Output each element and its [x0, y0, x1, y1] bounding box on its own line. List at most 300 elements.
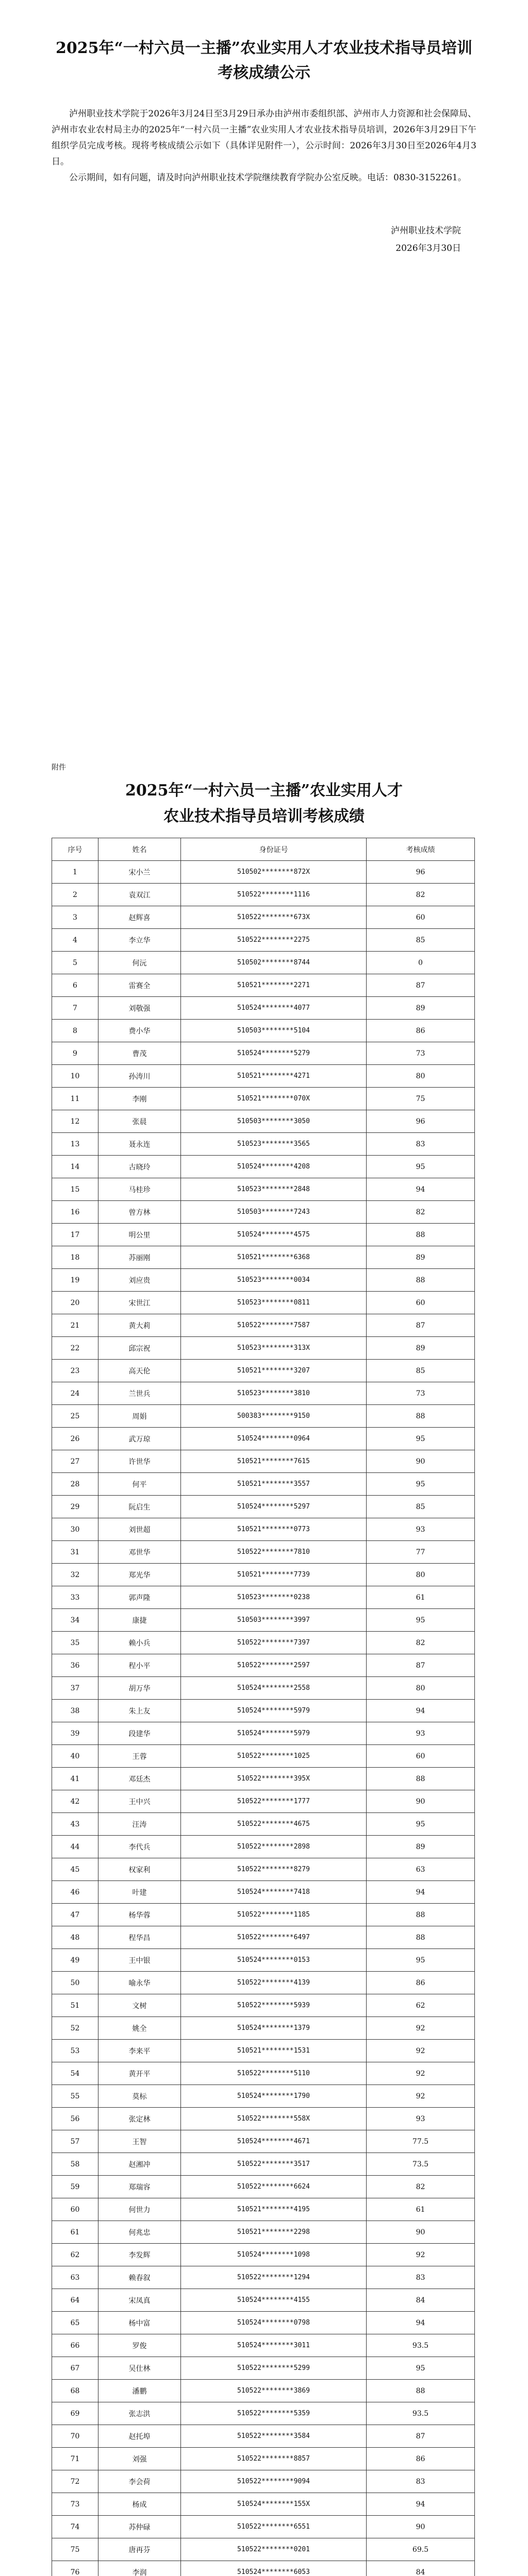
notice-section: [0, 0, 528, 762]
table-row: [52, 1405, 475, 1428]
cell-id: 510522********4675: [181, 1813, 367, 1836]
cell-no: 43: [52, 1813, 98, 1836]
header-no: 序号: [52, 838, 98, 861]
cell-no: 34: [52, 1609, 98, 1632]
table-row: [52, 1428, 475, 1450]
cell-id: 510523********3565: [181, 1133, 367, 1156]
cell-score: 86: [367, 2448, 475, 2470]
cell-id: 510524********3011: [181, 2334, 367, 2357]
cell-name: 王中兴: [98, 1790, 181, 1813]
cell-no: 5: [52, 952, 98, 974]
cell-score: 95: [367, 1949, 475, 1972]
cell-id: 510522********4139: [181, 1972, 367, 1994]
cell-name: 高天伦: [98, 1360, 181, 1382]
table-row: [52, 2493, 475, 2516]
cell-id: 510522********5359: [181, 2402, 367, 2425]
cell-name: 刘强: [98, 2448, 181, 2470]
cell-id: 510522********2275: [181, 929, 367, 952]
table-row: [52, 2470, 475, 2493]
table-row: [52, 2176, 475, 2198]
table-row: [52, 2357, 475, 2380]
cell-no: 65: [52, 2312, 98, 2334]
header-name: 姓名: [98, 838, 181, 861]
cell-no: 12: [52, 1110, 98, 1133]
cell-name: 曾方林: [98, 1201, 181, 1224]
table-row: [52, 2402, 475, 2425]
cell-score: 0: [367, 952, 475, 974]
cell-name: 李会荷: [98, 2470, 181, 2493]
cell-id: 510522********6497: [181, 1926, 367, 1949]
table-row: [52, 2130, 475, 2153]
table-row: [52, 1133, 475, 1156]
cell-name: 阮启生: [98, 1496, 181, 1518]
cell-id: 510521********7739: [181, 1564, 367, 1586]
cell-name: 何世力: [98, 2198, 181, 2221]
cell-no: 4: [52, 929, 98, 952]
cell-no: 17: [52, 1224, 98, 1246]
table-row: [52, 2108, 475, 2130]
cell-score: 88: [367, 1405, 475, 1428]
cell-no: 19: [52, 1269, 98, 1292]
table-row: [52, 1541, 475, 1564]
cell-no: 52: [52, 2017, 98, 2040]
cell-score: 92: [367, 2017, 475, 2040]
table-row: [52, 997, 475, 1020]
cell-score: 85: [367, 929, 475, 952]
attachment-title: [52, 778, 476, 829]
cell-score: 86: [367, 1020, 475, 1042]
cell-no: 35: [52, 1632, 98, 1654]
cell-no: 22: [52, 1337, 98, 1360]
table-row: [52, 1994, 475, 2017]
cell-no: 29: [52, 1496, 98, 1518]
table-row: [52, 1881, 475, 1904]
cell-no: 73: [52, 2493, 98, 2516]
cell-name: 宋世江: [98, 1292, 181, 1314]
cell-no: 75: [52, 2538, 98, 2561]
cell-name: 刘世超: [98, 1518, 181, 1541]
cell-name: 马桂珍: [98, 1178, 181, 1201]
cell-id: 510524********7418: [181, 1881, 367, 1904]
table-row: [52, 1632, 475, 1654]
cell-no: 71: [52, 2448, 98, 2470]
cell-score: 88: [367, 1926, 475, 1949]
table-row: [52, 906, 475, 929]
cell-name: 李润: [98, 2561, 181, 2576]
attachment-section: [0, 762, 528, 2576]
cell-id: 510503********3997: [181, 1609, 367, 1632]
cell-no: 26: [52, 1428, 98, 1450]
table-row: [52, 974, 475, 997]
cell-no: 66: [52, 2334, 98, 2357]
cell-name: 许世华: [98, 1450, 181, 1473]
cell-id: 510521********2298: [181, 2221, 367, 2244]
cell-id: 510524********5979: [181, 1700, 367, 1722]
cell-name: 李代兵: [98, 1836, 181, 1858]
cell-id: 510522********5299: [181, 2357, 367, 2380]
cell-no: 9: [52, 1042, 98, 1065]
cell-score: 80: [367, 1065, 475, 1088]
cell-id: 510503********7243: [181, 1201, 367, 1224]
cell-id: 510503********5104: [181, 1020, 367, 1042]
cell-no: 18: [52, 1246, 98, 1269]
cell-score: 73.5: [367, 2153, 475, 2176]
notice-paragraph: 公示期间，如有问题，请及时向泸州职业技术学院继续教育学院办公室反映。电话：0830-3152261。: [69, 173, 467, 183]
cell-no: 13: [52, 1133, 98, 1156]
cell-id: 510522********1116: [181, 884, 367, 906]
cell-score: 95: [367, 1609, 475, 1632]
cell-id: 510522********7587: [181, 1314, 367, 1337]
header-score: 考核成绩: [367, 838, 475, 861]
table-row: [52, 1042, 475, 1065]
table-row: [52, 2153, 475, 2176]
cell-id: 510523********3810: [181, 1382, 367, 1405]
cell-no: 53: [52, 2040, 98, 2062]
cell-id: 510521********1531: [181, 2040, 367, 2062]
cell-no: 76: [52, 2561, 98, 2576]
cell-id: 510524********5297: [181, 1496, 367, 1518]
cell-id: 510521********3207: [181, 1360, 367, 1382]
cell-no: 21: [52, 1314, 98, 1337]
cell-id: 510522********6624: [181, 2176, 367, 2198]
cell-name: 张晨: [98, 1110, 181, 1133]
table-row: [52, 1564, 475, 1586]
table-row: [52, 861, 475, 884]
notice-signature: 泸州职业技术学院: [391, 226, 461, 236]
cell-no: 3: [52, 906, 98, 929]
attachment-title-line-1: 2025年“一村六员一主播”农业实用人才: [125, 782, 403, 800]
cell-name: 赵辉喜: [98, 906, 181, 929]
cell-name: 邓廷杰: [98, 1768, 181, 1790]
table-row: [52, 1518, 475, 1541]
table-row: [52, 1314, 475, 1337]
cell-no: 11: [52, 1088, 98, 1110]
table-row: [52, 1700, 475, 1722]
cell-id: 510523********0238: [181, 1586, 367, 1609]
cell-id: 510521********3557: [181, 1473, 367, 1496]
cell-no: 50: [52, 1972, 98, 1994]
cell-score: 87: [367, 2425, 475, 2448]
cell-name: 段建华: [98, 1722, 181, 1745]
cell-id: 510522********8279: [181, 1858, 367, 1881]
cell-name: 何沅: [98, 952, 181, 974]
cell-name: 文树: [98, 1994, 181, 2017]
table-row: [52, 1224, 475, 1246]
cell-name: 吴仕林: [98, 2357, 181, 2380]
table-row: [52, 1813, 475, 1836]
cell-score: 84: [367, 2561, 475, 2576]
cell-name: 张志洪: [98, 2402, 181, 2425]
cell-id: 510521********7615: [181, 1450, 367, 1473]
table-row: [52, 1178, 475, 1201]
cell-name: 明公里: [98, 1224, 181, 1246]
cell-id: 510524********1098: [181, 2244, 367, 2266]
cell-name: 孙涛川: [98, 1065, 181, 1088]
cell-name: 宋凤真: [98, 2289, 181, 2312]
notice-date: 2026年3月30日: [395, 243, 461, 253]
table-row: [52, 2244, 475, 2266]
cell-score: 85: [367, 1360, 475, 1382]
cell-name: 康捷: [98, 1609, 181, 1632]
table-row: [52, 2040, 475, 2062]
cell-no: 32: [52, 1564, 98, 1586]
cell-id: 510523********313X: [181, 1337, 367, 1360]
cell-no: 48: [52, 1926, 98, 1949]
cell-score: 60: [367, 906, 475, 929]
cell-id: 510524********0964: [181, 1428, 367, 1450]
cell-score: 93.5: [367, 2334, 475, 2357]
cell-no: 15: [52, 1178, 98, 1201]
table-row: [52, 1292, 475, 1314]
cell-score: 92: [367, 2040, 475, 2062]
cell-name: 程华昌: [98, 1926, 181, 1949]
cell-name: 武万琼: [98, 1428, 181, 1450]
cell-no: 37: [52, 1677, 98, 1700]
cell-score: 95: [367, 1156, 475, 1178]
table-row: [52, 2425, 475, 2448]
cell-score: 92: [367, 2244, 475, 2266]
cell-score: 61: [367, 1586, 475, 1609]
table-row: [52, 1156, 475, 1178]
cell-id: 510524********4575: [181, 1224, 367, 1246]
cell-id: 510522********558X: [181, 2108, 367, 2130]
table-header-row: [52, 838, 475, 861]
cell-name: 张定林: [98, 2108, 181, 2130]
notice-signature-block: [52, 222, 476, 257]
cell-score: 62: [367, 1994, 475, 2017]
table-row: [52, 1972, 475, 1994]
table-row: [52, 1677, 475, 1700]
cell-score: 90: [367, 2516, 475, 2538]
cell-name: 李刚: [98, 1088, 181, 1110]
cell-name: 杨中富: [98, 2312, 181, 2334]
cell-no: 8: [52, 1020, 98, 1042]
cell-name: 黄大莉: [98, 1314, 181, 1337]
table-row: [52, 1949, 475, 1972]
cell-no: 70: [52, 2425, 98, 2448]
cell-score: 88: [367, 1224, 475, 1246]
cell-name: 苏仲碌: [98, 2516, 181, 2538]
cell-name: 黄开平: [98, 2062, 181, 2085]
cell-no: 33: [52, 1586, 98, 1609]
cell-id: 510522********0201: [181, 2538, 367, 2561]
cell-name: 李发辉: [98, 2244, 181, 2266]
cell-no: 20: [52, 1292, 98, 1314]
cell-score: 94: [367, 2312, 475, 2334]
cell-score: 90: [367, 1450, 475, 1473]
cell-score: 77.5: [367, 2130, 475, 2153]
cell-no: 44: [52, 1836, 98, 1858]
cell-score: 82: [367, 1201, 475, 1224]
cell-score: 93: [367, 1518, 475, 1541]
cell-no: 41: [52, 1768, 98, 1790]
table-row: [52, 884, 475, 906]
cell-no: 39: [52, 1722, 98, 1745]
cell-no: 74: [52, 2516, 98, 2538]
cell-id: 510522********3517: [181, 2153, 367, 2176]
table-row: [52, 1110, 475, 1133]
cell-name: 莫标: [98, 2085, 181, 2108]
cell-name: 赵托埠: [98, 2425, 181, 2448]
cell-id: 510521********4195: [181, 2198, 367, 2221]
cell-no: 51: [52, 1994, 98, 2017]
header-id: 身份证号: [181, 838, 367, 861]
cell-name: 喻永华: [98, 1972, 181, 1994]
table-row: [52, 1450, 475, 1473]
cell-score: 83: [367, 2470, 475, 2493]
cell-id: 510521********6368: [181, 1246, 367, 1269]
cell-no: 72: [52, 2470, 98, 2493]
cell-score: 94: [367, 2493, 475, 2516]
cell-name: 杨成: [98, 2493, 181, 2516]
cell-id: 510524********1790: [181, 2085, 367, 2108]
table-row: [52, 1360, 475, 1382]
cell-no: 57: [52, 2130, 98, 2153]
cell-score: 69.5: [367, 2538, 475, 2561]
cell-no: 47: [52, 1904, 98, 1926]
cell-score: 83: [367, 1133, 475, 1156]
table-row: [52, 2085, 475, 2108]
cell-name: 王中银: [98, 1949, 181, 1972]
cell-id: 510502********8744: [181, 952, 367, 974]
cell-id: 510524********0798: [181, 2312, 367, 2334]
cell-score: 96: [367, 861, 475, 884]
cell-name: 古晓玲: [98, 1156, 181, 1178]
cell-no: 64: [52, 2289, 98, 2312]
cell-score: 87: [367, 1654, 475, 1677]
cell-name: 宋小兰: [98, 861, 181, 884]
cell-name: 李来平: [98, 2040, 181, 2062]
cell-id: 510524********4155: [181, 2289, 367, 2312]
table-row: [52, 1745, 475, 1768]
table-row: [52, 1065, 475, 1088]
cell-name: 何兆忠: [98, 2221, 181, 2244]
scores-table: [52, 838, 475, 2576]
cell-score: 85: [367, 1496, 475, 1518]
cell-name: 雷赛全: [98, 974, 181, 997]
cell-no: 27: [52, 1450, 98, 1473]
table-row: [52, 1858, 475, 1881]
table-row: [52, 1904, 475, 1926]
cell-score: 63: [367, 1858, 475, 1881]
table-row: [52, 1201, 475, 1224]
cell-id: 510522********5939: [181, 1994, 367, 2017]
attachment-label: 附件: [52, 764, 66, 772]
cell-id: 510522********1777: [181, 1790, 367, 1813]
cell-id: 510524********5279: [181, 1042, 367, 1065]
table-row: [52, 2334, 475, 2357]
table-row: [52, 1654, 475, 1677]
cell-score: 61: [367, 2198, 475, 2221]
cell-score: 89: [367, 1246, 475, 1269]
cell-name: 郑瑞容: [98, 2176, 181, 2198]
cell-name: 唐再芬: [98, 2538, 181, 2561]
table-row: [52, 2516, 475, 2538]
cell-name: 李立华: [98, 929, 181, 952]
cell-no: 38: [52, 1700, 98, 1722]
cell-id: 510523********2848: [181, 1178, 367, 1201]
table-row: [52, 2266, 475, 2289]
cell-no: 25: [52, 1405, 98, 1428]
cell-id: 510524********1379: [181, 2017, 367, 2040]
cell-score: 82: [367, 1632, 475, 1654]
cell-id: 510524********6053: [181, 2561, 367, 2576]
cell-score: 82: [367, 2176, 475, 2198]
cell-id: 510524********0153: [181, 1949, 367, 1972]
cell-id: 510522********673X: [181, 906, 367, 929]
cell-name: 费小华: [98, 1020, 181, 1042]
cell-no: 23: [52, 1360, 98, 1382]
cell-score: 94: [367, 1700, 475, 1722]
cell-no: 45: [52, 1858, 98, 1881]
cell-id: 510522********7397: [181, 1632, 367, 1654]
cell-id: 510522********2898: [181, 1836, 367, 1858]
cell-id: 510524********2558: [181, 1677, 367, 1700]
cell-name: 郭声隆: [98, 1586, 181, 1609]
table-row: [52, 1722, 475, 1745]
cell-score: 89: [367, 1337, 475, 1360]
cell-no: 56: [52, 2108, 98, 2130]
cell-no: 14: [52, 1156, 98, 1178]
cell-score: 95: [367, 2357, 475, 2380]
cell-id: 510521********070X: [181, 1088, 367, 1110]
cell-score: 90: [367, 2221, 475, 2244]
cell-no: 30: [52, 1518, 98, 1541]
table-row: [52, 1609, 475, 1632]
cell-id: 510522********1185: [181, 1904, 367, 1926]
cell-score: 95: [367, 1813, 475, 1836]
cell-id: 500383********9150: [181, 1405, 367, 1428]
cell-id: 510522********8857: [181, 2448, 367, 2470]
table-row: [52, 952, 475, 974]
cell-name: 郑光华: [98, 1564, 181, 1586]
cell-id: 510522********395X: [181, 1768, 367, 1790]
table-row: [52, 2561, 475, 2576]
cell-name: 罗俊: [98, 2334, 181, 2357]
table-row: [52, 2221, 475, 2244]
notice-paragraph: 泸州职业技术学院于2026年3月24日至3月29日承办由泸州市委组织部、泸州市人力资源和社会保障局、泸州市农业农村局主办的2025年“一村六员一主播”农业实用人才农业技术指导员培训，2026年3月29日下午组织学员完成考核。现将考核成绩公示如下（具体详见附件一），公示时间：2026年3月30日至2026年4月3日。: [52, 109, 476, 167]
table-row: [52, 2198, 475, 2221]
cell-id: 510502********872X: [181, 861, 367, 884]
table-row: [52, 1836, 475, 1858]
cell-score: 87: [367, 1314, 475, 1337]
cell-id: 510522********5110: [181, 2062, 367, 2085]
cell-score: 88: [367, 2380, 475, 2402]
cell-no: 68: [52, 2380, 98, 2402]
cell-score: 90: [367, 1790, 475, 1813]
cell-name: 苏丽刚: [98, 1246, 181, 1269]
cell-name: 曹茂: [98, 1042, 181, 1065]
table-row: [52, 929, 475, 952]
table-row: [52, 2062, 475, 2085]
cell-name: 赖春叙: [98, 2266, 181, 2289]
table-row: [52, 1269, 475, 1292]
table-row: [52, 1768, 475, 1790]
cell-name: 邱宗祝: [98, 1337, 181, 1360]
cell-id: 510522********6551: [181, 2516, 367, 2538]
cell-score: 95: [367, 1428, 475, 1450]
table-row: [52, 1088, 475, 1110]
cell-id: 510522********1025: [181, 1745, 367, 1768]
cell-score: 84: [367, 2289, 475, 2312]
cell-no: 67: [52, 2357, 98, 2380]
cell-score: 80: [367, 1677, 475, 1700]
cell-no: 28: [52, 1473, 98, 1496]
cell-id: 510524********155X: [181, 2493, 367, 2516]
cell-name: 程小平: [98, 1654, 181, 1677]
table-row: [52, 1926, 475, 1949]
cell-score: 77: [367, 1541, 475, 1564]
